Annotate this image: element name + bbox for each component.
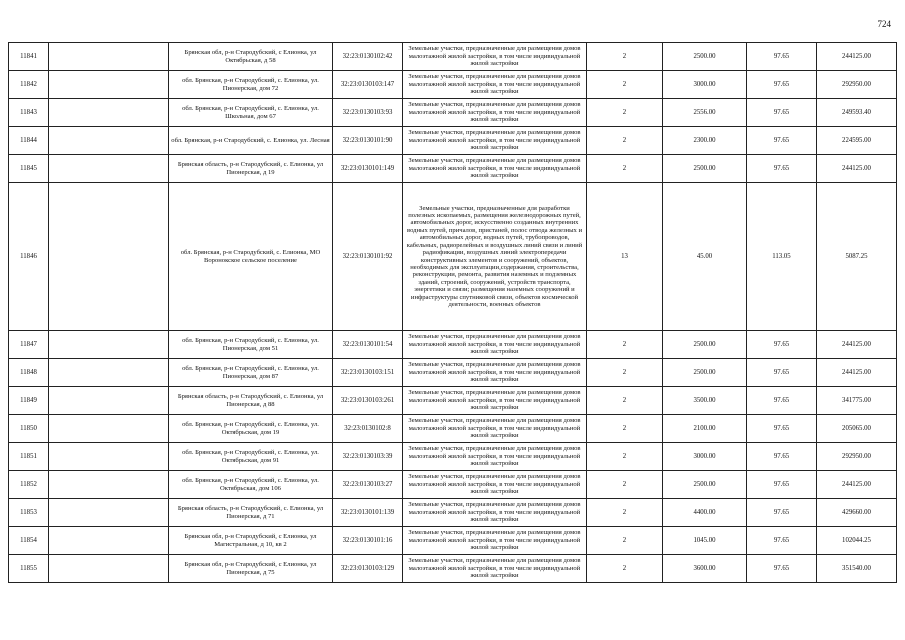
cell-area: 2500.00 bbox=[663, 359, 747, 387]
cell-record-id: 11845 bbox=[9, 155, 49, 183]
cell-specific-value: 97.65 bbox=[747, 415, 817, 443]
cell-record-id: 11843 bbox=[9, 99, 49, 127]
cell-land-purpose: Земельные участки, предназначенные для размещения домов малоэтажной жилой застройки, в том числе индивидуальной жилой застройки bbox=[403, 127, 587, 155]
cell-specific-value: 97.65 bbox=[747, 387, 817, 415]
cell-empty bbox=[49, 331, 169, 359]
cell-empty bbox=[49, 471, 169, 499]
cell-address: Брянская область, р-н Стародубский, с. Елионка, ул Пионерская, д 88 bbox=[169, 387, 333, 415]
cell-land-purpose: Земельные участки, предназначенные для размещения домов малоэтажной жилой застройки, в том числе индивидуальной жилой застройки bbox=[403, 99, 587, 127]
cell-group: 2 bbox=[587, 99, 663, 127]
cell-cadastral-value: 351540.00 bbox=[817, 555, 897, 583]
cell-empty bbox=[49, 359, 169, 387]
cell-empty bbox=[49, 499, 169, 527]
cell-land-purpose: Земельные участки, предназначенные для размещения домов малоэтажной жилой застройки, в том числе индивидуальной жилой застройки bbox=[403, 155, 587, 183]
cell-area: 2500.00 bbox=[663, 43, 747, 71]
table-row bbox=[9, 387, 897, 415]
cell-cadastral-value: 224595.00 bbox=[817, 127, 897, 155]
table-row bbox=[9, 155, 897, 183]
cell-group: 2 bbox=[587, 555, 663, 583]
cell-address: обл. Брянская, р-н Стародубский, с. Елионка, МО Воронокское сельское поселение bbox=[169, 183, 333, 331]
cell-empty bbox=[49, 387, 169, 415]
cell-record-id: 11853 bbox=[9, 499, 49, 527]
cell-specific-value: 97.65 bbox=[747, 155, 817, 183]
cell-address: Брянская обл, р-н Стародубский, с Елионка, ул Магистральная, д 10, кв 2 bbox=[169, 527, 333, 555]
cell-empty bbox=[49, 71, 169, 99]
cell-area: 3500.00 bbox=[663, 387, 747, 415]
cell-group: 2 bbox=[587, 415, 663, 443]
cell-specific-value: 97.65 bbox=[747, 359, 817, 387]
cadastral-registry-table bbox=[8, 42, 897, 583]
table-row bbox=[9, 127, 897, 155]
cell-empty bbox=[49, 527, 169, 555]
cell-cadastral-number: 32:23:0130102:8 bbox=[333, 415, 403, 443]
table-row bbox=[9, 555, 897, 583]
cell-record-id: 11852 bbox=[9, 471, 49, 499]
cell-cadastral-value: 341775.00 bbox=[817, 387, 897, 415]
cell-specific-value: 113.05 bbox=[747, 183, 817, 331]
cell-group: 2 bbox=[587, 499, 663, 527]
cell-land-purpose: Земельные участки, предназначенные для размещения домов малоэтажной жилой застройки, в том числе индивидуальной жилой застройки bbox=[403, 387, 587, 415]
table-row bbox=[9, 471, 897, 499]
cell-cadastral-value: 292950.00 bbox=[817, 443, 897, 471]
cell-area: 3000.00 bbox=[663, 71, 747, 99]
cell-empty bbox=[49, 99, 169, 127]
cell-cadastral-value: 102044.25 bbox=[817, 527, 897, 555]
cell-land-purpose: Земельные участки, предназначенные для размещения домов малоэтажной жилой застройки, в том числе индивидуальной жилой застройки bbox=[403, 43, 587, 71]
table-row bbox=[9, 183, 897, 331]
cell-record-id: 11850 bbox=[9, 415, 49, 443]
cell-cadastral-value: 429660.00 bbox=[817, 499, 897, 527]
cell-specific-value: 97.65 bbox=[747, 99, 817, 127]
cell-group: 2 bbox=[587, 527, 663, 555]
cell-land-purpose: Земельные участки, предназначенные для размещения домов малоэтажной жилой застройки, в том числе индивидуальной жилой застройки bbox=[403, 71, 587, 99]
cell-address: Брянская обл, р-н Стародубский, с Елионка, ул Пионерская, д 75 bbox=[169, 555, 333, 583]
cell-record-id: 11844 bbox=[9, 127, 49, 155]
cell-area: 3600.00 bbox=[663, 555, 747, 583]
cell-specific-value: 97.65 bbox=[747, 331, 817, 359]
cell-cadastral-value: 244125.00 bbox=[817, 155, 897, 183]
cell-area: 1045.00 bbox=[663, 527, 747, 555]
cell-cadastral-number: 32:23:0130103:147 bbox=[333, 71, 403, 99]
cell-group: 2 bbox=[587, 359, 663, 387]
table-row bbox=[9, 443, 897, 471]
cell-group: 2 bbox=[587, 127, 663, 155]
cell-land-purpose: Земельные участки, предназначенные для размещения домов малоэтажной жилой застройки, в том числе индивидуальной жилой застройки bbox=[403, 359, 587, 387]
cell-area: 2500.00 bbox=[663, 471, 747, 499]
cell-cadastral-value: 244125.00 bbox=[817, 331, 897, 359]
cell-address: обл. Брянская, р-н Стародубский, с. Елионка, ул. Школьная, дом 67 bbox=[169, 99, 333, 127]
cell-specific-value: 97.65 bbox=[747, 527, 817, 555]
cell-specific-value: 97.65 bbox=[747, 499, 817, 527]
cell-address: обл. Брянская, р-н Стародубский, с. Елионка, ул. Лесная bbox=[169, 127, 333, 155]
cell-group: 2 bbox=[587, 443, 663, 471]
cell-cadastral-number: 32:23:0130101:92 bbox=[333, 183, 403, 331]
cell-address: обл. Брянская, р-н Стародубский, с. Елионка, ул. Пионерская, дом 87 bbox=[169, 359, 333, 387]
cell-record-id: 11846 bbox=[9, 183, 49, 331]
cell-cadastral-number: 32:23:0130103:93 bbox=[333, 99, 403, 127]
cell-group: 2 bbox=[587, 331, 663, 359]
cell-group: 2 bbox=[587, 471, 663, 499]
cell-land-purpose: Земельные участки, предназначенные для размещения домов малоэтажной жилой застройки, в том числе индивидуальной жилой застройки bbox=[403, 331, 587, 359]
cell-cadastral-number: 32:23:0130101:139 bbox=[333, 499, 403, 527]
cell-record-id: 11855 bbox=[9, 555, 49, 583]
cell-cadastral-value: 292950.00 bbox=[817, 71, 897, 99]
table-row bbox=[9, 415, 897, 443]
cell-specific-value: 97.65 bbox=[747, 555, 817, 583]
cell-empty bbox=[49, 443, 169, 471]
cell-specific-value: 97.65 bbox=[747, 71, 817, 99]
cell-cadastral-number: 32:23:0130103:39 bbox=[333, 443, 403, 471]
cell-land-purpose: Земельные участки, предназначенные для размещения домов малоэтажной жилой застройки, в том числе индивидуальной жилой застройки bbox=[403, 499, 587, 527]
cell-cadastral-number: 32:23:0130103:27 bbox=[333, 471, 403, 499]
cell-empty bbox=[49, 415, 169, 443]
cell-area: 4400.00 bbox=[663, 499, 747, 527]
cell-area: 3000.00 bbox=[663, 443, 747, 471]
registry-body bbox=[9, 43, 897, 583]
page-number: 724 bbox=[877, 19, 891, 29]
cell-cadastral-number: 32:23:0130101:54 bbox=[333, 331, 403, 359]
table-row bbox=[9, 331, 897, 359]
cell-group: 13 bbox=[587, 183, 663, 331]
cell-land-purpose: Земельные участки, предназначенные для размещения домов малоэтажной жилой застройки, в том числе индивидуальной жилой застройки bbox=[403, 527, 587, 555]
cell-specific-value: 97.65 bbox=[747, 471, 817, 499]
cell-cadastral-value: 205065.00 bbox=[817, 415, 897, 443]
cell-group: 2 bbox=[587, 43, 663, 71]
cell-empty bbox=[49, 183, 169, 331]
cell-cadastral-number: 32:23:0130103:151 bbox=[333, 359, 403, 387]
cell-empty bbox=[49, 555, 169, 583]
cell-record-id: 11854 bbox=[9, 527, 49, 555]
cell-address: обл. Брянская, р-н Стародубский, с. Елионка, ул. Октябрьская, дом 19 bbox=[169, 415, 333, 443]
cell-land-purpose: Земельные участки, предназначенные для размещения домов малоэтажной жилой застройки, в том числе индивидуальной жилой застройки bbox=[403, 471, 587, 499]
cell-land-purpose: Земельные участки, предназначенные для разработки полезных ископаемых, размещения железнодорожных путей, автомобильных дорог, искусственно созданных внутренних водных путей, причалов, пристаней, полос отвода железных и автомобильных дорог, водных путей, трубопроводов, кабельных, радиорелейных и воздушных линий связи и линий радиофикации, воздушных линий электропередачи конструктивных элементов и сооружений, объектов, необходимых для эксплуатации,содержания, строительства, реконструкции, ремонта, развития наземных и подземных зданий, строений, сооружений, устройств транспорта, энергетики и связи; размещения наземных сооружений и инфраструктуры спутниковой связи, объектов космической деятельности, военных объектов bbox=[403, 183, 587, 331]
cell-group: 2 bbox=[587, 387, 663, 415]
cell-land-purpose: Земельные участки, предназначенные для размещения домов малоэтажной жилой застройки, в том числе индивидуальной жилой застройки bbox=[403, 443, 587, 471]
cell-specific-value: 97.65 bbox=[747, 443, 817, 471]
cell-empty bbox=[49, 127, 169, 155]
cell-cadastral-number: 32:23:0130102:42 bbox=[333, 43, 403, 71]
cell-address: Брянская область, р-н Стародубский, с. Елионка, ул Пионерская, д 19 bbox=[169, 155, 333, 183]
cell-cadastral-value: 244125.00 bbox=[817, 43, 897, 71]
cell-area: 2500.00 bbox=[663, 155, 747, 183]
cell-empty bbox=[49, 43, 169, 71]
table-row bbox=[9, 527, 897, 555]
table-row bbox=[9, 71, 897, 99]
cell-area: 2300.00 bbox=[663, 127, 747, 155]
cell-cadastral-number: 32:23:0130101:149 bbox=[333, 155, 403, 183]
cell-specific-value: 97.65 bbox=[747, 43, 817, 71]
cell-address: Брянская область, р-н Стародубский, с. Елионка, ул Пионерская, д 71 bbox=[169, 499, 333, 527]
cell-cadastral-number: 32:23:0130103:261 bbox=[333, 387, 403, 415]
cell-cadastral-number: 32:23:0130101:16 bbox=[333, 527, 403, 555]
cell-land-purpose: Земельные участки, предназначенные для размещения домов малоэтажной жилой застройки, в том числе индивидуальной жилой застройки bbox=[403, 415, 587, 443]
cell-cadastral-value: 249593.40 bbox=[817, 99, 897, 127]
cell-group: 2 bbox=[587, 71, 663, 99]
cell-address: Брянская обл, р-н Стародубский, с Елионка, ул Октябрьская, д 58 bbox=[169, 43, 333, 71]
cell-record-id: 11847 bbox=[9, 331, 49, 359]
cell-area: 45.00 bbox=[663, 183, 747, 331]
cell-land-purpose: Земельные участки, предназначенные для размещения домов малоэтажной жилой застройки, в том числе индивидуальной жилой застройки bbox=[403, 555, 587, 583]
cell-cadastral-number: 32:23:0130101:90 bbox=[333, 127, 403, 155]
table-row bbox=[9, 359, 897, 387]
cell-area: 2100.00 bbox=[663, 415, 747, 443]
cell-address: обл. Брянская, р-н Стародубский, с. Елионка, ул. Октябрьская, дом 106 bbox=[169, 471, 333, 499]
table-row bbox=[9, 499, 897, 527]
table-row bbox=[9, 99, 897, 127]
cell-specific-value: 97.65 bbox=[747, 127, 817, 155]
cell-cadastral-value: 5087.25 bbox=[817, 183, 897, 331]
table-row bbox=[9, 43, 897, 71]
cell-area: 2556.00 bbox=[663, 99, 747, 127]
cell-record-id: 11851 bbox=[9, 443, 49, 471]
cell-cadastral-value: 244125.00 bbox=[817, 359, 897, 387]
cell-area: 2500.00 bbox=[663, 331, 747, 359]
cell-cadastral-number: 32:23:0130103:129 bbox=[333, 555, 403, 583]
cell-record-id: 11848 bbox=[9, 359, 49, 387]
cell-record-id: 11849 bbox=[9, 387, 49, 415]
cell-group: 2 bbox=[587, 155, 663, 183]
cell-address: обл. Брянская, р-н Стародубский, с. Елионка, ул. Пионерская, дом 72 bbox=[169, 71, 333, 99]
cell-record-id: 11841 bbox=[9, 43, 49, 71]
cell-address: обл. Брянская, р-н Стародубский, с. Елионка, ул. Октябрьская, дом 91 bbox=[169, 443, 333, 471]
cell-cadastral-value: 244125.00 bbox=[817, 471, 897, 499]
cell-address: обл. Брянская, р-н Стародубский, с. Елионка, ул. Пионерская, дом 51 bbox=[169, 331, 333, 359]
cell-record-id: 11842 bbox=[9, 71, 49, 99]
cell-empty bbox=[49, 155, 169, 183]
